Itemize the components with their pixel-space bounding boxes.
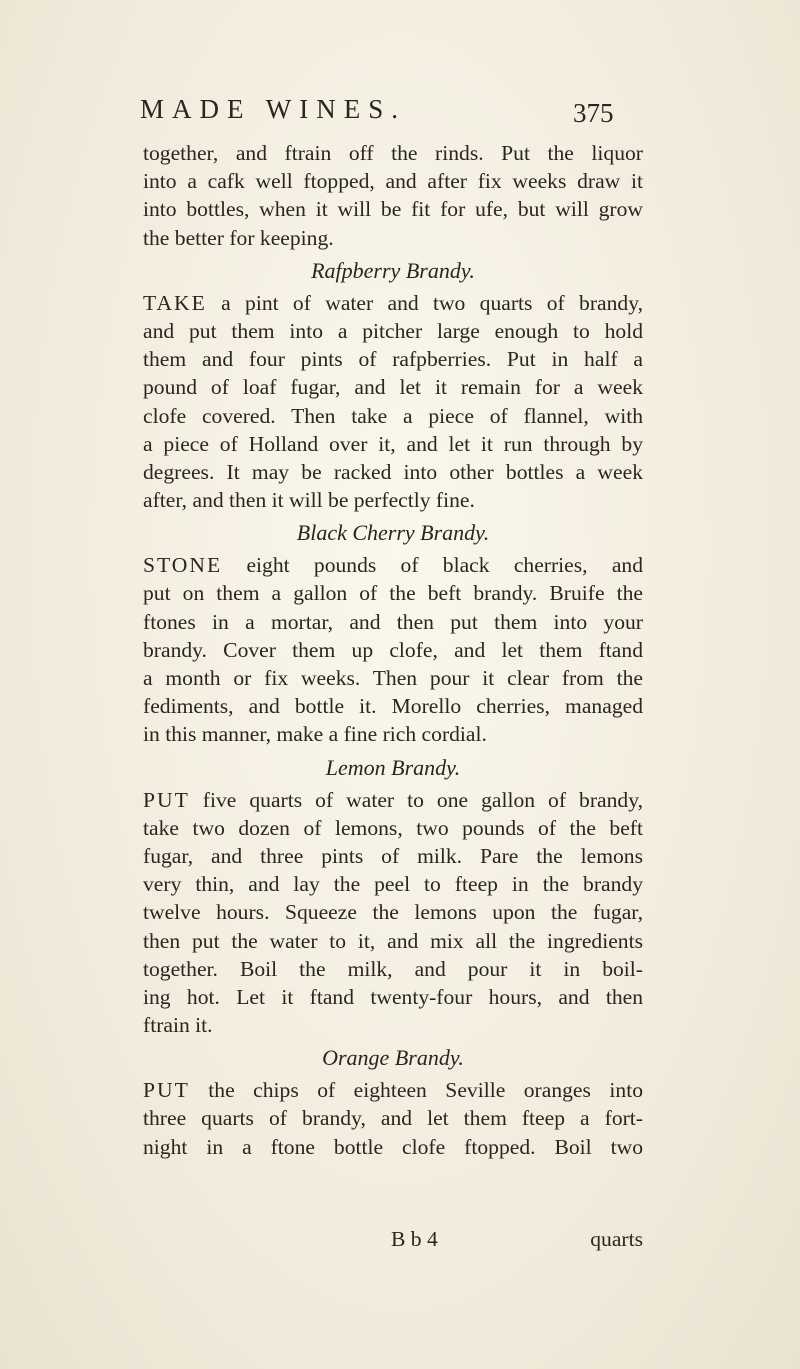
text-line: the better for keeping.	[143, 225, 334, 250]
text-block	[143, 139, 643, 1161]
text-line: a piece of Holland over it, and let it run through by	[143, 431, 643, 456]
text-line	[143, 1076, 643, 1104]
text-line: brandy. Cover them up clofe, and let them ftand	[143, 637, 643, 662]
text-line: fediments, and bottle it. Morello cherries, managed	[143, 694, 643, 719]
text-line: and put them into a pitcher large enough to hold	[143, 318, 643, 343]
footer-line	[143, 1227, 643, 1257]
text-line: clofe covered. Then take a piece of flannel, with	[143, 403, 643, 428]
line-text: five quarts of water to one gallon of brandy,	[189, 787, 643, 812]
text-line: into a cafk well ftopped, and after fix weeks draw it	[143, 169, 643, 194]
recipe-lemon-brandy	[143, 749, 643, 1040]
text-line	[143, 786, 643, 814]
lead-word: PUT	[143, 787, 190, 812]
text-line	[143, 289, 643, 317]
text-line: a month or fix weeks. Then pour it clear from the	[143, 666, 643, 690]
continuation-paragraph	[143, 139, 643, 252]
text-line: ftrain it.	[143, 1013, 213, 1038]
text-line: ftones in a mortar, and then put them into your	[143, 609, 643, 634]
running-head: MADE WINES.	[140, 94, 406, 124]
line-text: a pint of water and two quarts of brandy,	[206, 290, 643, 315]
text-line: put on them a gallon of the beft brandy. Bruife the	[143, 581, 643, 606]
lead-word: STONE	[143, 553, 223, 578]
text-line: night in a ftone bottle clofe ftopped. Boil two	[143, 1134, 643, 1159]
page-number: 375	[573, 98, 614, 128]
page-header	[140, 94, 640, 134]
line-text: eight pounds of black cherries, and	[222, 553, 643, 578]
text-line: them and four pints of rafpberries. Put in half a	[143, 347, 643, 372]
recipe-heading: Rafpberry Brandy.	[311, 257, 475, 283]
text-line: fugar, and three pints of milk. Pare the lemons	[143, 843, 643, 868]
lead-word: TAKE	[143, 290, 207, 315]
catchword: quarts	[590, 1227, 643, 1251]
text-line: pound of loaf fugar, and let it remain for a week	[143, 375, 643, 400]
recipe-heading: Orange Brandy.	[322, 1045, 464, 1071]
text-line: into bottles, when it will be fit for ufe, but will grow	[143, 197, 643, 222]
text-line: after, and then it will be perfectly fine.	[143, 488, 475, 513]
recipe-raspberry-brandy	[143, 252, 643, 515]
text-line: degrees. It may be racked into other bottles a week	[143, 459, 643, 484]
text-line: together. Boil the milk, and pour it in boil-	[143, 956, 643, 981]
text-line: in this manner, make a fine rich cordial.	[143, 722, 487, 747]
text-line: very thin, and lay the peel to fteep in the brandy	[143, 872, 643, 897]
lead-word: PUT	[143, 1078, 190, 1103]
text-line: then put the water to it, and mix all the ingredients	[143, 928, 643, 953]
recipe-black-cherry-brandy	[143, 514, 643, 748]
signature-mark: B b 4	[391, 1227, 438, 1251]
line-text: the chips of eighteen Seville oranges into	[189, 1078, 643, 1103]
recipe-heading: Lemon Brandy.	[325, 754, 461, 780]
text-line: take two dozen of lemons, two pounds of the beft	[143, 815, 643, 840]
text-line: three quarts of brandy, and let them fteep a fort-	[143, 1106, 643, 1131]
text-line: together, and ftrain off the rinds. Put the liquor	[143, 141, 643, 165]
text-line	[143, 551, 643, 579]
text-line: ing hot. Let it ftand twenty-four hours, and then	[143, 984, 643, 1009]
recipe-orange-brandy	[143, 1039, 643, 1161]
text-line: twelve hours. Squeeze the lemons upon the fugar,	[143, 900, 643, 925]
recipe-heading: Black Cherry Brandy.	[296, 520, 490, 546]
